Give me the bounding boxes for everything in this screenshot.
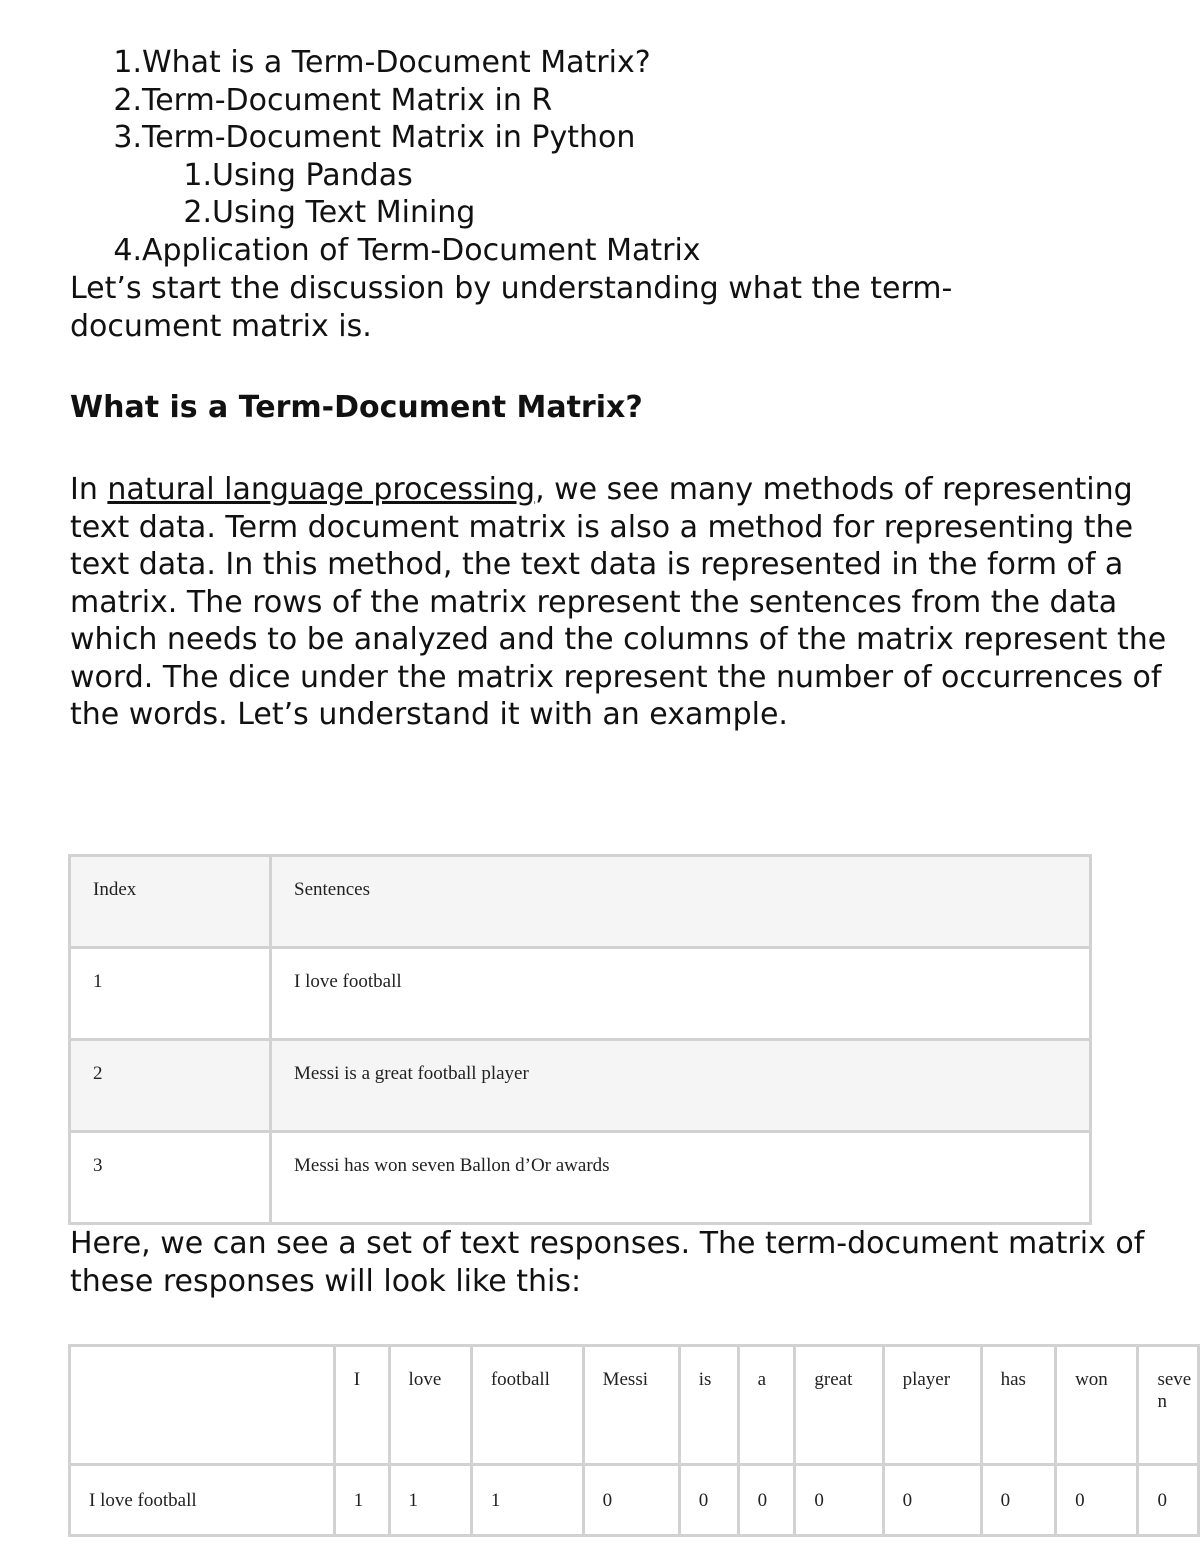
table-row — [70, 1040, 1091, 1132]
table-cell: 0 — [795, 1465, 883, 1536]
table-cell: 1 — [389, 1465, 471, 1536]
header-cell: is — [679, 1346, 738, 1465]
table-row — [70, 948, 1091, 1040]
table-cell: 2 — [70, 1040, 271, 1132]
table-cell: 0 — [738, 1465, 795, 1536]
header-cell: a — [738, 1346, 795, 1465]
table-cell: 0 — [981, 1465, 1055, 1536]
term-document-matrix-table — [68, 1344, 1200, 1537]
table-cell: I love football — [70, 1465, 335, 1536]
header-cell: great — [795, 1346, 883, 1465]
header-cell: Messi — [583, 1346, 679, 1465]
table-cell: 0 — [583, 1465, 679, 1536]
header-cell: I — [334, 1346, 389, 1465]
table-cell: Messi is a great football player — [271, 1040, 1091, 1132]
sentences-table — [68, 854, 1092, 1225]
table-cell: 0 — [1056, 1465, 1138, 1536]
toc-subitem[interactable]: 2.Using Text Mining — [183, 195, 476, 230]
toc-item[interactable]: 1.What is a Term-Document Matrix? — [113, 45, 651, 80]
table-cell: 0 — [1138, 1465, 1199, 1536]
header-cell: football — [471, 1346, 583, 1465]
table-cell: Messi has won seven Ballon d’Or awards — [271, 1132, 1091, 1224]
table-of-contents — [0, 44, 701, 269]
header-cell — [70, 1346, 335, 1465]
toc-item[interactable]: 2.Term-Document Matrix in R — [113, 82, 553, 118]
header-cell: Index — [70, 856, 271, 948]
header-cell: won — [1056, 1346, 1138, 1465]
toc-subitem[interactable]: 1.Using Pandas — [183, 157, 413, 193]
table-header-row — [70, 1346, 1199, 1465]
table-cell: 1 — [471, 1465, 583, 1536]
header-cell: has — [981, 1346, 1055, 1465]
table-row — [70, 1132, 1091, 1224]
header-cell: love — [389, 1346, 471, 1465]
table-header-row — [70, 856, 1091, 948]
body-paragraph: In natural language processing, we see many methods of representing text data. Term document matrix is also a method for representing the text data. In this method, the text data is represented in the form of a matrix. The rows of the matrix represent the sentences from the data which needs to be analyzed and the columns of the matrix represent the word. The dice under the matrix represent the number of occurrences of the words. Let’s understand it with an example. — [70, 472, 1167, 732]
section-heading: What is a Term-Document Matrix? — [70, 390, 643, 425]
table-cell: I love football — [271, 948, 1091, 1040]
table-row — [70, 1465, 1199, 1536]
toc-item[interactable]: 4.Application of Term-Document Matrix — [113, 232, 701, 268]
table-cell: 1 — [70, 948, 271, 1040]
table-cell: 1 — [334, 1465, 389, 1536]
header-cell: Sentences — [271, 856, 1091, 948]
header-cell: player — [883, 1346, 981, 1465]
table-cell: 3 — [70, 1132, 271, 1224]
after-table-paragraph: Here, we can see a set of text responses. The term-document matrix of these responses will look like this: — [70, 1226, 1145, 1299]
toc-item[interactable]: 3.Term-Document Matrix in Python — [113, 120, 636, 155]
nlp-link[interactable]: natural language processing — [107, 472, 536, 507]
table-cell: 0 — [679, 1465, 738, 1536]
header-cell: seven — [1138, 1346, 1199, 1465]
intro-paragraph: Let’s start the discussion by understanding what the term-document matrix is. — [70, 271, 953, 344]
table-cell: 0 — [883, 1465, 981, 1536]
